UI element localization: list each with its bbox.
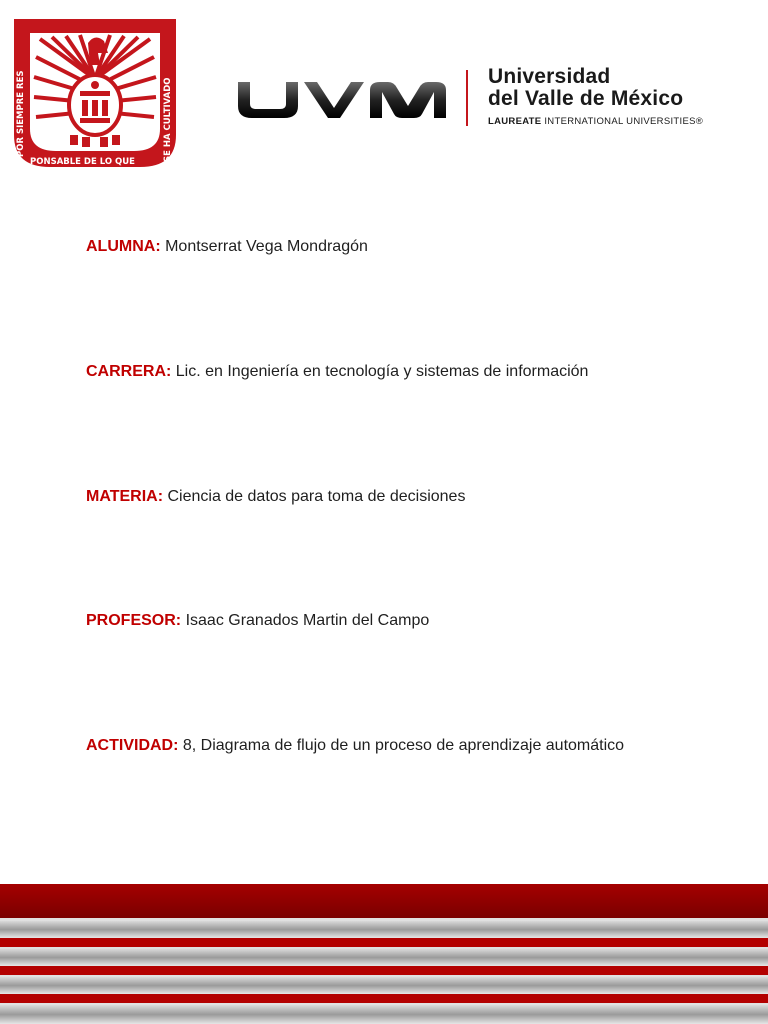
uvm-wordmark-icon xyxy=(238,80,448,120)
field-label: CARRERA: xyxy=(86,363,172,380)
field-value: Ciencia de datos para toma de decisiones xyxy=(163,488,466,505)
field-label: ALUMNA: xyxy=(86,238,161,255)
field-value: 8, Diagrama de flujo de un proceso de aprendizaje automático xyxy=(178,737,625,754)
field-label: ACTIVIDAD: xyxy=(86,737,179,754)
university-name-line1: Universidad xyxy=(488,65,611,88)
seal-motto-bottom: PONSABLE DE LO QUE xyxy=(30,157,135,167)
footer-stripes xyxy=(0,884,768,1024)
university-name xyxy=(488,66,683,110)
field-value: Montserrat Vega Mondragón xyxy=(160,238,368,255)
seal-motto-left: POR SIEMPRE RES xyxy=(16,70,26,157)
field-actividad xyxy=(86,736,624,756)
university-seal-icon xyxy=(10,17,180,172)
field-carrera xyxy=(86,362,588,382)
laureate-tagline xyxy=(488,116,703,127)
seal-motto-right: SE HA CULTIVADO xyxy=(163,77,173,162)
university-name-line2: del Valle de México xyxy=(488,87,684,110)
field-materia xyxy=(86,487,465,507)
laureate-bold: LAUREATE xyxy=(488,116,542,127)
logo-divider xyxy=(466,70,468,126)
uvm-logo xyxy=(238,66,758,130)
field-label: PROFESOR: xyxy=(86,612,182,629)
field-profesor xyxy=(86,611,429,631)
field-value: Lic. en Ingeniería en tecnología y sistemas de información xyxy=(171,363,589,380)
field-alumna xyxy=(86,237,368,257)
field-value: Isaac Granados Martin del Campo xyxy=(181,612,430,629)
field-label: MATERIA: xyxy=(86,488,164,505)
laureate-rest: INTERNATIONAL UNIVERSITIES® xyxy=(541,116,704,127)
